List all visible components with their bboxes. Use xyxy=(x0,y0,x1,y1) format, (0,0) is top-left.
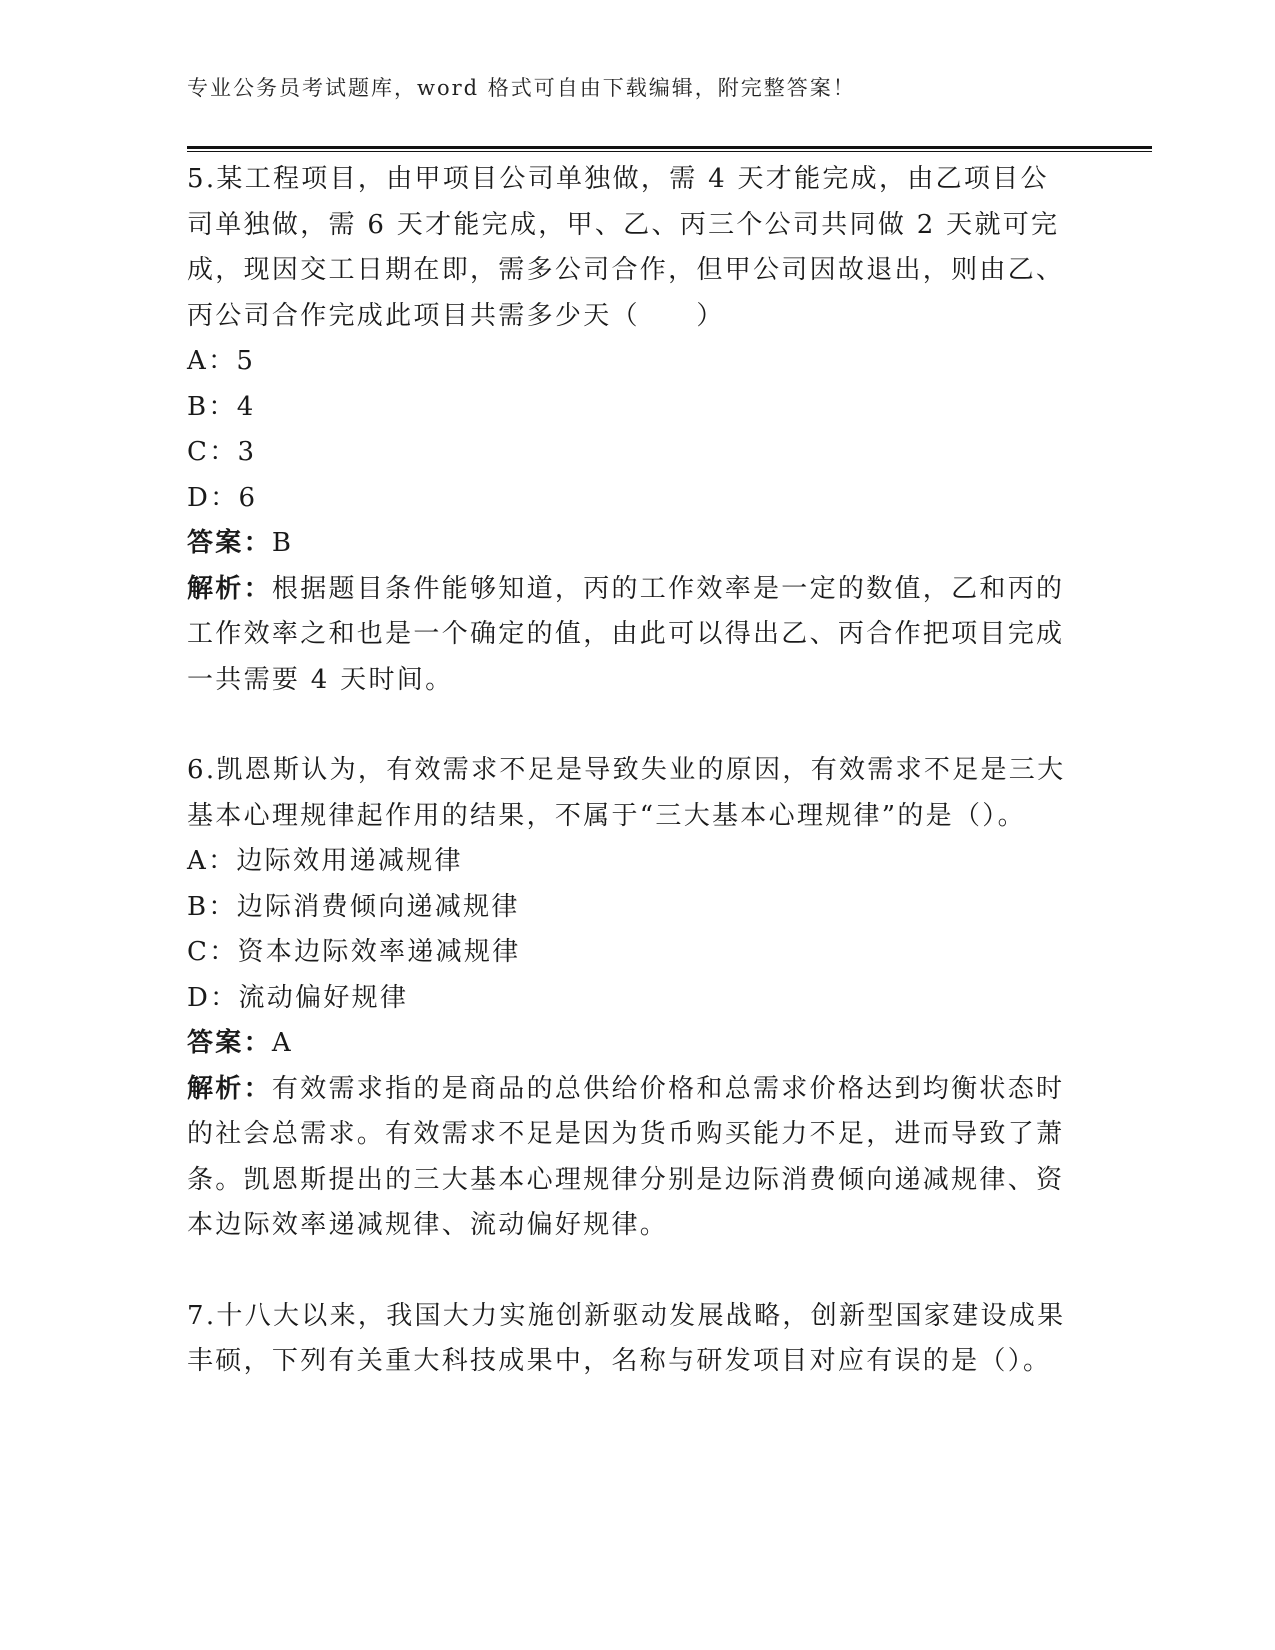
answer xyxy=(187,521,1067,567)
spacer xyxy=(187,703,1067,748)
explanation-text: 有效需求指的是商品的总供给价格和总需求价格达到均衡状态时的社会总需求。有效需求不足是因为货币购买能力不足，进而导致了萧条。凯恩斯提出的三大基本心理规律分别是边际消费倾向递减规律、资本边际效率递减规律、流动偏好规律。 xyxy=(187,1073,1065,1240)
answer-value: A xyxy=(271,1028,293,1058)
option-c: C：资本边际效率递减规律 xyxy=(187,937,521,967)
explanation xyxy=(187,567,1067,704)
option-b: B：4 xyxy=(187,391,256,422)
question-stem: 5.某工程项目，由甲项目公司单独做，需 4 天才能完成，由乙项目公司单独做，需 6 天才能完成，甲、乙、丙三个公司共同做 2 天就可完成，现因交工日期在即，需多公司合作，但甲公司因故退出，则由乙、丙公司合作完成此项目共需多少天（ ） xyxy=(187,164,1065,331)
question-7 xyxy=(187,1294,1067,1385)
explanation xyxy=(187,1067,1067,1249)
question-6 xyxy=(187,748,1067,1249)
header-rule xyxy=(187,146,1152,152)
page-header: 专业公务员考试题库，word 格式可自由下载编辑，附完整答案！ xyxy=(187,76,856,100)
option-d: D：流动偏好规律 xyxy=(187,982,409,1013)
option-a: A：边际效用递减规律 xyxy=(187,846,463,876)
option-a: A：5 xyxy=(187,346,256,376)
option-c: C：3 xyxy=(187,437,257,467)
option-b: B：边际消费倾向递减规律 xyxy=(187,891,520,922)
answer-label: 答案： xyxy=(187,528,272,558)
question-list xyxy=(187,157,1067,1385)
answer xyxy=(187,1021,1067,1067)
explanation-label: 解析： xyxy=(187,573,272,604)
explanation-text: 根据题目条件能够知道，丙的工作效率是一定的数值，乙和丙的工作效率之和也是一个确定的值，由此可以得出乙、丙合作把项目完成一共需要 4 天时间。 xyxy=(187,573,1065,695)
spacer xyxy=(187,1249,1067,1294)
question-stem: 7.十八大以来，我国大力实施创新驱动发展战略，创新型国家建设成果丰硕，下列有关重大科技成果中，名称与研发项目对应有误的是（）。 xyxy=(187,1300,1066,1376)
option-d: D：6 xyxy=(187,482,258,513)
question-5 xyxy=(187,157,1067,703)
answer-label: 答案： xyxy=(187,1028,272,1058)
question-stem: 6.凯恩斯认为，有效需求不足是导致失业的原因，有效需求不足是三大基本心理规律起作用的结果，不属于“三大基本心理规律”的是（）。 xyxy=(187,755,1066,831)
explanation-label: 解析： xyxy=(187,1073,272,1104)
answer-value: B xyxy=(271,528,294,558)
